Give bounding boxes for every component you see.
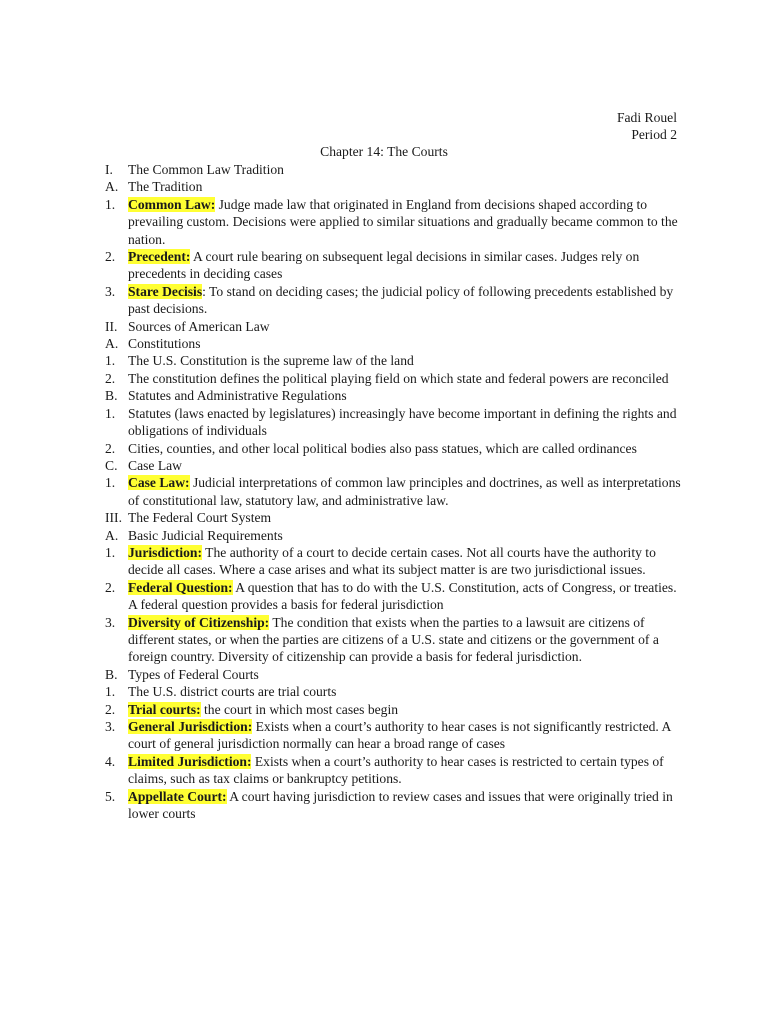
outline-text [128,544,685,579]
outline-item [105,283,685,318]
highlighted-term: Trial courts: [128,701,201,717]
outline-marker: II. [105,318,118,334]
outline-text [128,527,685,544]
outline-item [105,370,685,387]
outline-marker: B. [105,666,118,682]
outline-text [128,440,685,457]
outline-item [105,318,685,335]
outline-text [128,474,685,509]
outline-text [128,352,685,369]
outline-item [105,683,685,700]
outline-marker: III. [105,510,122,526]
outline-item [105,335,685,352]
outline-item [105,788,685,823]
outline-item [105,474,685,509]
author-name: Fadi Rouel [616,110,677,125]
highlighted-term: General Jurisdiction: [128,719,253,734]
outline-body: : To stand on deciding cases; the judicial policy of following precedents established by past decisions. [128,283,674,317]
outline-item [105,440,685,457]
outline-item [105,196,685,248]
outline-item [105,509,685,526]
outline-marker: 1. [105,405,116,421]
outline-item [105,161,685,178]
outline-marker: 1. [105,196,116,212]
outline-item [105,718,685,753]
outline-marker: A. [105,527,119,543]
outline-body: Cities, counties, and other local political bodies also pass statues, which are called ordinances [128,440,637,456]
outline-marker: 1. [105,544,116,560]
outline-marker: 2. [105,249,116,265]
outline-text [128,283,685,318]
outline-item [105,666,685,683]
outline-body: Judge made law that originated in England from decisions shaped according to prevailing custom. Decisions were applied to similar situations and gradually became common to the nation. [128,196,678,247]
outline-marker: 1. [105,353,116,369]
outline-body: The Common Law Tradition [128,162,284,177]
outline-marker: 3. [105,614,116,630]
highlighted-term: Limited Jurisdiction: [128,753,252,769]
outline-body: The constitution defines the political playing field on which state and federal powers are reconciled [128,370,669,386]
outline-marker: I. [105,162,113,177]
outline-item [105,544,685,579]
highlighted-term: Precedent: [128,249,191,265]
outline-body: Case Law [128,457,182,473]
outline-text [128,370,685,387]
highlighted-term: Common Law: [128,196,216,212]
outline-marker: A. [105,336,119,352]
outline-body: Statutes and Administrative Regulations [128,388,347,404]
outline-text [128,196,685,248]
outline-body: A question that has to do with the U.S. Constitution, acts of Congress, or treaties. A federal question provides a basis for federal jurisdiction [128,579,677,613]
outline-item [105,701,685,718]
outline-body: Exists when a court’s authority to hear cases is not significantly restricted. A court of general jurisdiction normally can hear a broad range of cases [128,719,671,752]
outline-item [105,178,685,195]
outline-list [105,161,685,822]
outline-text [128,387,685,404]
outline-text [128,666,685,683]
outline-text [128,509,685,526]
outline-body: The U.S. Constitution is the supreme law of the land [128,353,414,369]
highlighted-term: Appellate Court: [128,788,227,804]
outline-text [128,701,685,718]
highlighted-term: Diversity of Citizenship: [128,614,270,630]
outline-text [128,579,685,614]
outline-marker: 2. [105,701,116,717]
outline-body: A court rule bearing on subsequent legal decisions in similar cases. Judges rely on precedents in deciding cases [128,249,640,282]
outline-marker: 3. [105,719,116,734]
outline-text [128,405,685,440]
header-block [617,109,677,144]
outline-item [105,248,685,283]
outline-body: The authority of a court to decide certain cases. Not all courts have the authority to decide all cases. Where a case arises and what its subject matter is are two jurisdictional issues. [128,544,656,578]
outline-item [105,387,685,404]
outline-marker: 1. [105,684,116,700]
outline-text [128,614,685,666]
outline-text [128,718,685,753]
highlighted-term: Case Law: [128,475,190,491]
outline-text [128,753,685,788]
outline-body: Statutes (laws enacted by legislatures) increasingly have become important in defining the rights and obligations of individuals [128,405,677,439]
outline-marker: A. [105,179,119,195]
outline-text [128,335,685,352]
outline-text [128,318,685,335]
outline-marker: 1. [105,475,116,491]
outline-item [105,457,685,474]
outline-body: Basic Judicial Requirements [128,527,283,543]
outline-body: Exists when a court’s authority to hear cases is restricted to certain types of claims, such as tax claims or bankruptcy petitions. [128,753,664,787]
outline-item [105,405,685,440]
outline-text [128,457,685,474]
outline-marker: 4. [105,753,116,769]
outline-marker: 5. [105,788,116,804]
outline-body: Sources of American Law [128,318,270,334]
outline-body: Judicial interpretations of common law principles and doctrines, as well as interpretations of constitutional law, statutory law, and administrative law. [128,475,681,508]
highlighted-term: Federal Question: [128,579,233,595]
highlighted-term: Jurisdiction: [128,544,203,560]
class-period: Period 2 [631,127,677,143]
highlighted-term: Stare Decisis [128,283,203,299]
outline-marker: 3. [105,283,116,299]
outline-body: The Federal Court System [128,510,272,526]
outline-body: The condition that exists when the parties to a lawsuit are citizens of different states, or when the parties are citizens of a U.S. state and citizens or the government of a foreign country. Diversity of citizenship can provide a basis for federal jurisdiction. [128,614,659,665]
outline-marker: B. [105,388,118,404]
outline-text [128,248,685,283]
outline-marker: 2. [105,440,116,456]
outline-marker: 2. [105,370,116,386]
outline-text [128,161,685,178]
outline-marker: 2. [105,579,116,595]
chapter-title: Chapter 14: The Courts [320,144,448,159]
outline-marker: C. [105,457,118,473]
outline-item [105,579,685,614]
outline-text [128,788,685,823]
outline-item [105,753,685,788]
outline-item [105,614,685,666]
outline-text [128,683,685,700]
outline-body: A court having jurisdiction to review cases and issues that were originally tried in lower courts [128,788,673,822]
outline-body: the court in which most cases begin [200,701,399,717]
outline-body: The Tradition [128,179,203,195]
outline-body: Constitutions [128,336,201,352]
outline-item [105,352,685,369]
outline-item [105,527,685,544]
outline-body: Types of Federal Courts [128,666,259,682]
outline-text [128,178,685,195]
outline-body: The U.S. district courts are trial courts [128,684,337,700]
